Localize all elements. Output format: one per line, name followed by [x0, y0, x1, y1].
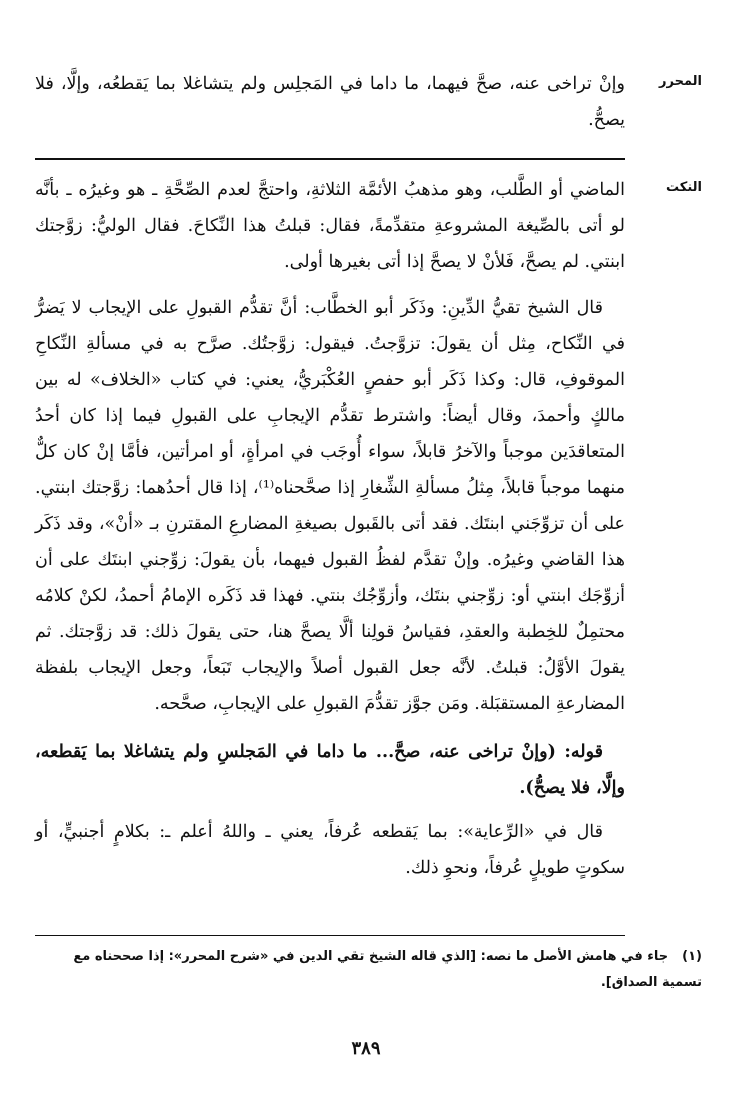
muharrar-paragraph: وإنْ تراخى عنه، صحَّ فيهما، ما داما في المَجلِس ولم يتشاغلا بما يَقطعُه، وإلَّا، فلا يصحُّ.: [35, 74, 625, 130]
side-label-nukat: النكت: [666, 180, 702, 195]
page-number: ٣٨٩: [351, 1038, 381, 1059]
section-divider: [35, 158, 625, 160]
muharrar-text: [35, 66, 625, 138]
footnote-divider: [35, 935, 625, 936]
footnote: [35, 944, 702, 996]
nukat-paragraph-2: قال الشيخ تقيُّ الدِّينِ: وذَكَر أبو الخطَّاب: أنَّ تقدُّم القبولِ على الإيجاب لا يَضرُّ في النِّكاح، مِثل أن يقولَ: تزوَّجتُ. فيقول: زوَّجتُك. صرَّح به في مسألةِ النِّكاحِ الموقوفِ، قال: وكذا ذَكَر أبو حفصٍ العُكْبَريُّ، يعني: في كتاب «الخلاف» له بين مالكٍ وأحمدَ، وقال أيضاً: واشترط تقدُّم الإيجابِ على القبولِ فيما إذا كان أحدُ المتعاقدَين موجباً والآخرُ قابلاً، سواء أُوجَب في امرأةٍ، أو امرأتين، فأمَّا إنْ كان كلٌّ منهما موجباً قابلاً، مِثلُ مسألةِ الشِّغارِ إذا صحَّحناه⁽¹⁾، إذا قال أحدُهما: زوَّجتك ابنتي. على أن تزوِّجَني ابنتَك. فقد أتى بالقَبول بصيغةِ المضارعِ المقترنِ بـ «أنْ»، وقد ذَكَر هذا القاضي وغيرُه. وإنْ تقدَّم لفظُ القبول فيهما، بأن يقولَ: زوِّجني ابنتَك على أن أزوِّجَك ابنتي أو: زوِّجني بنتَك، وأزوِّجُك بنتي. فهذا قد ذَكَره الإمامُ أحمدُ، لكنْ كلامُه محتمِلٌ للخِطبة والعقدِ، فقياسُ قولِنا ألَّا يصحَّ هنا، حتى يقولَ ذلك: قد زوَّجتك. ثم يقولَ الأوَّلُ: قبلتُ. لأنَّه جعل القبول أصلاً والإيجاب تَبَعاً، وجعل الإيجاب بلفظة المضارعةِ المستقبَلة. ومَن جوَّز تقدُّمَ القبولِ على الإيجابِ، صحَّحه.: [35, 298, 625, 714]
footnote-text: جاء في هامش الأصل ما نصه: [الذي قاله الشيخ تقي الدين في «شرح المحرر»: إذا صححناه مع تسمية الصداق].: [73, 949, 702, 990]
quoted-matn: قوله: (وإنْ تراخى عنه، صحَّ... ما داما في المَجلسِ ولم يتشاغلا بما يَقطعه، وإلَّا، فلا يصحُّ).: [35, 742, 625, 798]
nukat-paragraph-1: الماضي أو الطَّلب، وهو مذهبُ الأئمَّة الثلاثةِ، واحتجَّ لعدم الصِّحَّةِ ـ هو وغيرُه ـ بأنَّه لو أتى بالصِّيغة المشروعةِ متقدِّمةً، فقال: قبلتُ هذا النِّكاحَ. فقال الوليُّ: زوَّجتك ابنتي. لم يصحَّ، فَلأنْ لا يصحَّ إذا أتى بغيرها أولى.: [35, 180, 625, 272]
riaya-paragraph: قال في «الرِّعاية»: بما يَقطعه عُرفاً، يعني ـ واللهُ أعلم ـ: بكلامٍ أجنبيٍّ، أو سكوتٍ طويلٍ عُرفاً، ونحوِ ذلك.: [35, 822, 625, 878]
footnote-number: (١): [682, 949, 702, 964]
nukat-text: [35, 172, 625, 886]
side-label-muharrar: المحرر: [659, 74, 702, 89]
